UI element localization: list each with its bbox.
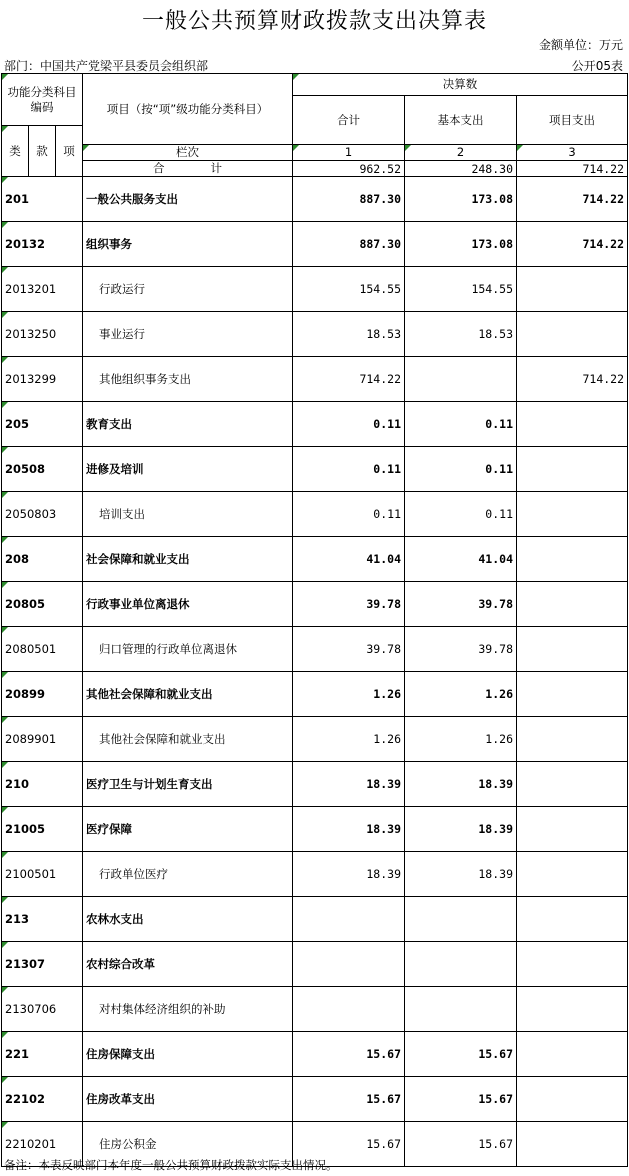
row-basic: 41.04 — [405, 537, 517, 582]
row-total: 0.11 — [293, 447, 405, 492]
row-project — [517, 402, 628, 447]
row-project — [517, 717, 628, 762]
row-basic: 18.39 — [405, 807, 517, 852]
table-row — [2, 852, 628, 897]
table-row — [2, 177, 628, 222]
row-basic — [405, 987, 517, 1032]
row-code: 2210201 — [2, 1122, 83, 1167]
row-item-name: 教育支出 — [83, 402, 293, 447]
item-header: 项目（按“项”级功能分类科目） — [83, 74, 293, 145]
row-basic: 15.67 — [405, 1077, 517, 1122]
row-project: 714.22 — [517, 357, 628, 402]
row-total: 39.78 — [293, 582, 405, 627]
row-project — [517, 1122, 628, 1167]
row-basic: 154.55 — [405, 267, 517, 312]
row-project — [517, 267, 628, 312]
row-total — [293, 897, 405, 942]
row-code: 21005 — [2, 807, 83, 852]
row-total: 1.26 — [293, 672, 405, 717]
row-item-name: 进修及培训 — [83, 447, 293, 492]
department-label: 部门：中国共产党梁平县委员会组织部 — [4, 59, 209, 73]
row-basic — [405, 357, 517, 402]
col-1-label: 1 — [293, 145, 405, 161]
row-total: 15.67 — [293, 1077, 405, 1122]
table-row — [2, 267, 628, 312]
row-basic: 15.67 — [405, 1032, 517, 1077]
table-row — [2, 987, 628, 1032]
row-item-name: 住房公积金 — [83, 1122, 293, 1167]
row-project: 714.22 — [517, 177, 628, 222]
row-project — [517, 1032, 628, 1077]
row-basic: 0.11 — [405, 492, 517, 537]
row-project — [517, 537, 628, 582]
footer-note: 备注：本表反映部门本年度一般公共预算财政拨款实际支出情况。 — [4, 1158, 338, 1172]
col-2-label: 2 — [405, 145, 517, 161]
row-item-name: 对村集体经济组织的补助 — [83, 987, 293, 1032]
row-total: 18.39 — [293, 807, 405, 852]
row-basic: 0.11 — [405, 447, 517, 492]
row-total — [293, 987, 405, 1032]
row-total: 154.55 — [293, 267, 405, 312]
row-total: 41.04 — [293, 537, 405, 582]
sum-basic: 248.30 — [405, 161, 517, 177]
row-basic: 39.78 — [405, 627, 517, 672]
row-total — [293, 942, 405, 987]
row-code: 2050803 — [2, 492, 83, 537]
row-total: 1.26 — [293, 717, 405, 762]
row-basic: 1.26 — [405, 717, 517, 762]
row-project — [517, 447, 628, 492]
row-basic: 39.78 — [405, 582, 517, 627]
row-project — [517, 627, 628, 672]
row-code: 2130706 — [2, 987, 83, 1032]
row-project — [517, 492, 628, 537]
expenditure-table — [1, 73, 628, 1167]
row-project — [517, 987, 628, 1032]
table-row — [2, 582, 628, 627]
form-code-label: 公开05表 — [571, 59, 623, 73]
row-basic: 18.39 — [405, 852, 517, 897]
table-row — [2, 1032, 628, 1077]
row-project — [517, 852, 628, 897]
sum-total: 962.52 — [293, 161, 405, 177]
lei-header: 类 — [2, 126, 29, 177]
row-item-name: 其他社会保障和就业支出 — [83, 717, 293, 762]
row-item-name: 行政事业单位离退休 — [83, 582, 293, 627]
table-row — [2, 672, 628, 717]
row-item-name: 社会保障和就业支出 — [83, 537, 293, 582]
total-header: 合计 — [293, 96, 405, 145]
row-item-name: 农村综合改革 — [83, 942, 293, 987]
row-item-name: 农林水支出 — [83, 897, 293, 942]
row-basic: 173.08 — [405, 222, 517, 267]
unit-label: 金额单位：万元 — [538, 38, 623, 52]
row-code: 205 — [2, 402, 83, 447]
row-item-name: 住房改革支出 — [83, 1077, 293, 1122]
row-code: 21307 — [2, 942, 83, 987]
row-code: 2013250 — [2, 312, 83, 357]
sum-project: 714.22 — [517, 161, 628, 177]
final-amount-header: 决算数 — [293, 74, 628, 96]
row-project — [517, 942, 628, 987]
table-row — [2, 627, 628, 672]
row-basic: 18.39 — [405, 762, 517, 807]
row-code: 221 — [2, 1032, 83, 1077]
page-title: 一般公共预算财政拨款支出决算表 — [141, 9, 487, 34]
row-code: 208 — [2, 537, 83, 582]
table-row — [2, 402, 628, 447]
row-project — [517, 807, 628, 852]
row-item-name: 其他组织事务支出 — [83, 357, 293, 402]
row-total: 15.67 — [293, 1032, 405, 1077]
row-code: 22102 — [2, 1077, 83, 1122]
row-basic — [405, 942, 517, 987]
row-code: 20132 — [2, 222, 83, 267]
row-total: 887.30 — [293, 222, 405, 267]
row-item-name: 其他社会保障和就业支出 — [83, 672, 293, 717]
table-row — [2, 897, 628, 942]
table-row — [2, 717, 628, 762]
row-total: 18.53 — [293, 312, 405, 357]
xiang-header: 项 — [56, 126, 83, 177]
basic-header: 基本支出 — [405, 96, 517, 145]
row-total: 18.39 — [293, 762, 405, 807]
row-project — [517, 762, 628, 807]
row-item-name: 归口管理的行政单位离退休 — [83, 627, 293, 672]
table-row — [2, 1077, 628, 1122]
row-basic: 173.08 — [405, 177, 517, 222]
row-project — [517, 897, 628, 942]
table-row — [2, 357, 628, 402]
table-row — [2, 537, 628, 582]
row-code: 20508 — [2, 447, 83, 492]
row-code: 20805 — [2, 582, 83, 627]
row-item-name: 住房保障支出 — [83, 1032, 293, 1077]
row-basic: 1.26 — [405, 672, 517, 717]
row-basic: 0.11 — [405, 402, 517, 447]
table-row — [2, 312, 628, 357]
row-total: 15.67 — [293, 1122, 405, 1167]
project-header: 项目支出 — [517, 96, 628, 145]
row-code: 2100501 — [2, 852, 83, 897]
row-code: 2013201 — [2, 267, 83, 312]
row-code: 213 — [2, 897, 83, 942]
row-basic: 18.53 — [405, 312, 517, 357]
row-code: 2089901 — [2, 717, 83, 762]
row-code: 2080501 — [2, 627, 83, 672]
row-code: 2013299 — [2, 357, 83, 402]
row-item-name: 医疗保障 — [83, 807, 293, 852]
row-item-name: 事业运行 — [83, 312, 293, 357]
kuan-header: 款 — [29, 126, 56, 177]
row-project — [517, 672, 628, 717]
func-code-header: 功能分类科目编码 — [2, 74, 83, 126]
row-project — [517, 582, 628, 627]
sum-label: 合 计 — [83, 161, 293, 177]
row-item-name: 医疗卫生与计划生育支出 — [83, 762, 293, 807]
row-project: 714.22 — [517, 222, 628, 267]
col-3-label: 3 — [517, 145, 628, 161]
row-item-name: 一般公共服务支出 — [83, 177, 293, 222]
row-total: 714.22 — [293, 357, 405, 402]
table-row — [2, 447, 628, 492]
row-project — [517, 312, 628, 357]
column-label: 栏次 — [83, 145, 293, 161]
row-code: 210 — [2, 762, 83, 807]
row-basic — [405, 897, 517, 942]
row-total: 0.11 — [293, 402, 405, 447]
row-code: 201 — [2, 177, 83, 222]
row-item-name: 组织事务 — [83, 222, 293, 267]
row-total: 0.11 — [293, 492, 405, 537]
row-project — [517, 1077, 628, 1122]
table-row — [2, 807, 628, 852]
table-row — [2, 942, 628, 987]
table-row — [2, 492, 628, 537]
row-item-name: 行政运行 — [83, 267, 293, 312]
row-total: 39.78 — [293, 627, 405, 672]
row-item-name: 行政单位医疗 — [83, 852, 293, 897]
row-code: 20899 — [2, 672, 83, 717]
row-item-name: 培训支出 — [83, 492, 293, 537]
table-row — [2, 762, 628, 807]
row-basic: 15.67 — [405, 1122, 517, 1167]
table-row — [2, 222, 628, 267]
row-total: 887.30 — [293, 177, 405, 222]
row-total: 18.39 — [293, 852, 405, 897]
